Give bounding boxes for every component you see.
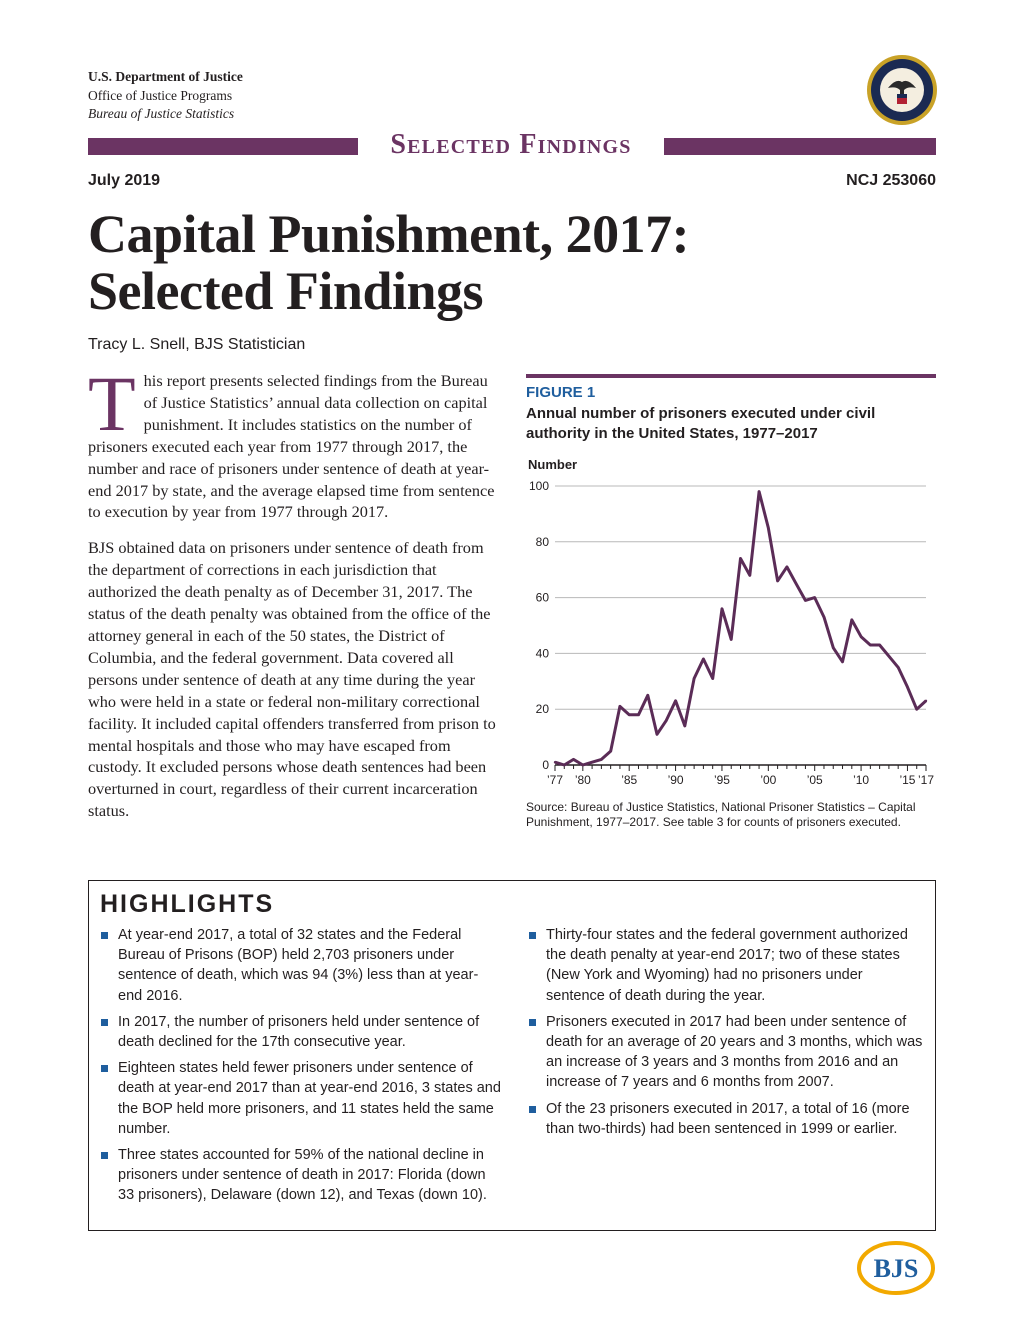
x-tick-label-1990: ’90 — [667, 773, 684, 787]
agency-office: Office of Justice Programs — [88, 87, 233, 103]
highlight-text: Of the 23 prisoners executed in 2017, a total of 16 (more than two-thirds) had been sentenced in 1999 or earlier. — [546, 1100, 910, 1137]
data-point-1986 — [637, 714, 639, 716]
figure-label: FIGURE 1 — [526, 384, 596, 401]
highlight-text: Eighteen states held fewer prisoners under sentence of death at year-end 2017 than at year-end 2016, 3 states and the BOP held more prisoners, and 11 states held the same number. — [118, 1060, 501, 1137]
page-title — [88, 206, 808, 320]
y-tick-label-80: 80 — [535, 534, 549, 549]
data-point-1990 — [674, 700, 676, 702]
dropcap: T — [88, 360, 136, 447]
data-point-2013 — [888, 655, 890, 657]
banner-bar-right — [664, 138, 936, 155]
data-point-1983 — [609, 750, 611, 752]
body-text — [88, 360, 498, 836]
y-tick-label-20: 20 — [535, 702, 549, 717]
doj-seal-icon — [866, 54, 938, 126]
bullet-square-icon — [101, 1019, 108, 1026]
figure-rule — [526, 374, 936, 378]
data-point-1999 — [758, 490, 760, 492]
highlight-text: Three states accounted for 59% of the national decline in prisoners under sentence of death in 2017: Florida (down 33 prisoners), Delaware (down 12), and Texas (down 10). — [118, 1147, 487, 1204]
y-axis-label: Number — [528, 457, 578, 472]
bullet-square-icon — [101, 1152, 108, 1159]
highlight-item — [100, 1058, 502, 1139]
banner-title: Selected Findings — [362, 128, 660, 162]
x-tick-label-2005: ’05 — [806, 773, 823, 787]
bullet-square-icon — [101, 932, 108, 939]
data-point-1978 — [563, 764, 565, 766]
highlight-item — [528, 925, 924, 1006]
agency-bureau: Bureau of Justice Statistics — [88, 106, 235, 121]
x-tick-label-1995: ’95 — [713, 773, 730, 787]
data-point-2006 — [823, 616, 825, 618]
data-point-2016 — [916, 708, 918, 710]
figure-source: Source: Bureau of Justice Statistics, National Prisoner Statistics – Capital Punishment, 1977–2017. See table 3 for counts of prisoners executed. — [526, 800, 916, 829]
agency-block — [88, 68, 243, 124]
executions-line-chart — [520, 450, 940, 795]
data-point-1985 — [628, 714, 630, 716]
highlights-title: HIGHLIGHTS — [100, 890, 275, 918]
data-point-2010 — [860, 635, 862, 637]
data-point-1994 — [711, 677, 713, 679]
highlight-text: At year-end 2017, a total of 32 states and the Federal Bureau of Prisons (BOP) held 2,703 prisoners under sentence of death, which was 94 (3%) less than at year-end 2016. — [118, 927, 479, 1004]
x-tick-label-2017: ’17 — [917, 773, 935, 787]
data-point-1989 — [665, 719, 667, 721]
series-line — [555, 492, 926, 765]
data-point-2001 — [776, 580, 778, 582]
data-point-1997 — [739, 557, 741, 559]
data-point-1996 — [730, 638, 732, 640]
data-point-1980 — [582, 764, 584, 766]
data-point-2008 — [841, 661, 843, 663]
highlights-right-column — [528, 925, 924, 1145]
data-point-1977 — [554, 761, 556, 763]
data-point-2014 — [897, 666, 899, 668]
ncj-number: NCJ 253060 — [846, 172, 936, 189]
bjs-logo-icon — [856, 1240, 936, 1296]
data-point-2015 — [906, 686, 908, 688]
agency-department: U.S. Department of Justice — [88, 69, 243, 84]
x-tick-label-2015: ’15 — [899, 773, 916, 787]
y-tick-label-100: 100 — [528, 479, 549, 493]
data-point-1987 — [647, 694, 649, 696]
data-point-1982 — [600, 758, 602, 760]
highlight-item — [100, 925, 502, 1006]
body-paragraph-2: BJS obtained data on prisoners under sentence of death from the department of corrections in each jurisdiction that authorized the death penalty as of December 31, 2017. The status of the death penalty was obtained from the office of the attorney general in each of the 50 states, the District of Columbia, and the federal government. Data covered all persons under sentence of death at any time during the year who were held in a state or federal non-military correctional facility. It included capital offenders transferred from prison to mental hospitals and those who may have escaped from custody. It excluded persons whose death sentences had been overturned in court, regardless of their current incarceration status. — [88, 538, 496, 821]
data-point-2017 — [925, 700, 927, 702]
highlights-left-column — [100, 925, 502, 1212]
data-point-1981 — [591, 761, 593, 763]
bullet-square-icon — [101, 1065, 108, 1072]
bullet-square-icon — [529, 1019, 536, 1026]
title-line-2: Selected Findings — [88, 261, 484, 321]
x-tick-label-1977: ’77 — [546, 773, 564, 787]
data-point-2005 — [814, 596, 816, 598]
data-point-1992 — [693, 677, 695, 679]
highlight-item — [528, 1012, 924, 1093]
x-tick-label-2010: ’10 — [853, 773, 870, 787]
data-point-2003 — [795, 582, 797, 584]
data-point-2009 — [851, 619, 853, 621]
figure-title: Annual number of prisoners executed under civil authority in the United States, 1977–2017 — [526, 405, 876, 442]
data-point-2007 — [832, 647, 834, 649]
data-point-1979 — [572, 758, 574, 760]
title-line-1: Capital Punishment, 2017: — [88, 204, 690, 264]
x-tick-label-1980: ’80 — [574, 773, 591, 787]
highlight-item — [100, 1012, 502, 1052]
data-point-2011 — [869, 644, 871, 646]
data-point-2004 — [804, 599, 806, 601]
data-point-1988 — [656, 733, 658, 735]
bullet-square-icon — [529, 932, 536, 939]
body-paragraph-1 — [88, 360, 498, 523]
highlight-text: Prisoners executed in 2017 had been under sentence of death for an average of 20 years and 3 months, which was an increase of 3 years and 3 months from 2016 and an increase of 7 years and 6 months from 2007. — [546, 1013, 923, 1091]
data-point-2002 — [786, 566, 788, 568]
data-point-1984 — [619, 705, 621, 707]
y-tick-label-60: 60 — [535, 590, 549, 605]
author: Tracy L. Snell, BJS Statistician — [88, 336, 306, 353]
highlight-text: In 2017, the number of prisoners held under sentence of death declined for the 17th consecutive year. — [118, 1013, 480, 1051]
y-tick-label-0: 0 — [542, 758, 549, 772]
y-tick-label-40: 40 — [535, 646, 549, 661]
highlight-item — [100, 1145, 502, 1206]
x-tick-label-1985: ’85 — [621, 773, 638, 787]
body-paragraph-1-text: his report presents selected findings from the Bureau of Justice Statistics’ annual data collection on capital punishment. It includes statistics on the number of prisoners executed each year from 1977 through 2017, the number and race of prisoners under sentence of death at year-end 2017 by state, and the average elapsed time from sentence to execution by year from 1977 through 2017. — [88, 371, 495, 522]
highlight-item — [528, 1099, 924, 1139]
data-point-1995 — [721, 608, 723, 610]
data-point-1991 — [684, 725, 686, 727]
x-tick-label-2000: ’00 — [760, 773, 777, 787]
bullet-square-icon — [529, 1106, 536, 1113]
publication-date: July 2019 — [88, 172, 161, 189]
data-point-1998 — [749, 574, 751, 576]
data-point-2012 — [878, 644, 880, 646]
banner-bar-left — [88, 138, 358, 155]
data-point-1993 — [702, 658, 704, 660]
bjs-logo-text: BJS — [873, 1254, 919, 1283]
highlight-text: Thirty-four states and the federal government authorized the death penalty at year-end 2017; two of these states (New York and Wyoming) had no prisoners under sentence of death during the year. — [546, 927, 908, 1004]
data-point-2000 — [767, 527, 769, 529]
